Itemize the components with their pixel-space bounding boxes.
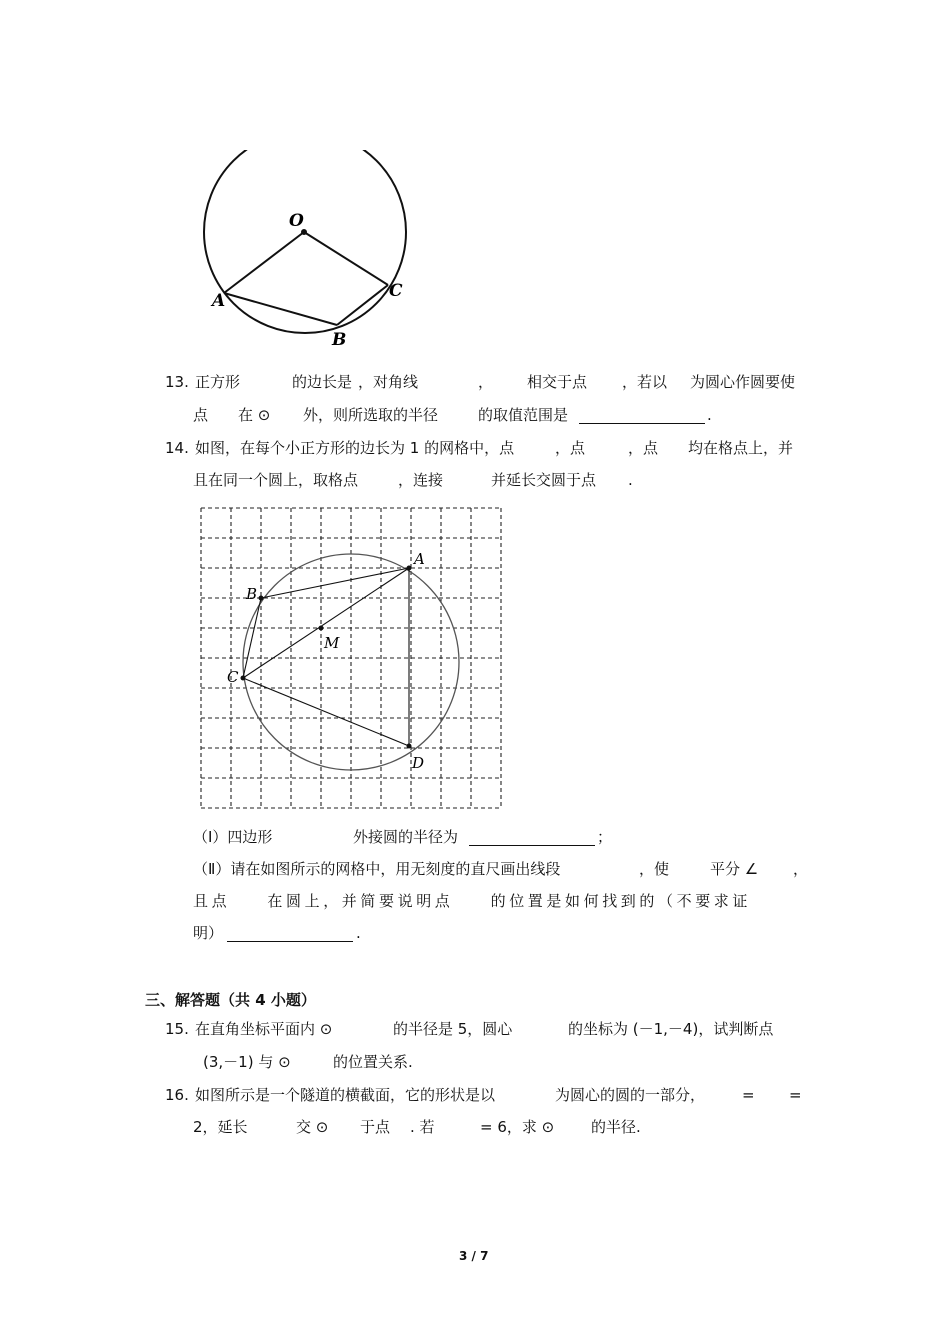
q14-text: 平分 ∠ [710,860,759,878]
q16-text: 交 ⊙ [296,1118,329,1136]
q13-text: . [707,406,712,424]
q13-text: 点 [193,406,209,424]
q13-text: ，对角线 [358,373,419,391]
q16-text: 于点 [360,1118,391,1136]
q14-part2-answer-blank[interactable] [227,925,353,942]
q16-line1 [165,1085,802,1105]
grid-label-a: A [414,550,425,568]
grid-circle-figure [195,502,505,812]
q14-number: 14. [165,439,189,457]
q13-number: 13. [165,373,189,391]
q16-number: 16. [165,1086,189,1104]
q14-text: ，点 [555,439,586,457]
q14-text: ， [793,860,809,878]
label-b: B [332,330,347,350]
q14-text: 且点 在圆上，并简要说明点 的位置是如何找到的（不要求证 [193,892,752,910]
q14-text: 并延长交圆于点 [491,471,597,489]
q14-text: （Ⅰ）四边形 [193,828,273,846]
q16-text: 的半径. [591,1118,641,1136]
page-number: 3 / 7 [459,1249,489,1263]
grid-label-b: B [246,585,258,603]
q13-text: 相交于点 [527,373,588,391]
label-c: C [389,281,403,301]
q14-part1-answer-blank[interactable] [469,829,595,846]
q14-text: . [628,471,633,489]
q14-text: 明） [193,924,224,942]
q16-text: = 6，求 ⊙ [480,1118,555,1136]
q14-text: 如图，在每个小正方形的边长为 1 的网格中，点 [195,439,515,457]
q14-text: . [356,924,361,942]
q14-text: ，使 [639,860,670,878]
q14-text: 且在同一个圆上，取格点 [193,471,359,489]
q13-text: 的边长是 [292,373,353,391]
q16-text: 2，延长 [193,1118,248,1136]
q16-text: = [742,1086,755,1104]
label-o: O [289,211,304,231]
q16-text: 为圆心的圆的一部分， [555,1086,706,1104]
circle-figure-oabc [195,150,420,355]
grid-label-d: D [412,754,425,772]
q15-text: 在直角坐标平面内 ⊙ [195,1020,333,1038]
label-a: A [212,291,226,311]
q15-line1 [165,1019,774,1039]
q14-text: ，连接 [398,471,444,489]
q13-answer-blank[interactable] [579,407,705,424]
q16-text: 如图所示是一个隧道的横截面，它的形状是以 [195,1086,496,1104]
q13-text: 为圆心作圆要使 [690,373,796,391]
q13-text: 外，则所选取的半径 [303,406,439,424]
grid-label-m: M [324,634,340,652]
q13-text: ， [478,373,494,391]
q13-text: 在 ⊙ [238,406,271,424]
q16-text: = [789,1086,802,1104]
q14-text: ，点 [628,439,659,457]
q16-text: . 若 [410,1118,435,1136]
q13-line1 [165,372,796,392]
q13-text: 的取值范围是 [478,406,569,424]
q14-text: 均在格点上，并 [688,439,794,457]
q15-text: 的半径是 5，圆心 [393,1020,513,1038]
grid-label-c: C [227,668,239,686]
q15-text: (3,－1) 与 ⊙ [203,1053,291,1071]
q14-text: （Ⅱ）请在如图所示的网格中，用无刻度的直尺画出线段 [193,860,561,878]
q14-text: ； [597,828,613,846]
q15-text: 的位置关系. [333,1053,413,1071]
q14-text: 外接圆的半径为 [353,828,459,846]
q13-text: 正方形 [195,373,241,391]
q14-line1 [165,438,794,458]
q14-part2-line2 [193,891,751,911]
q15-number: 15. [165,1020,189,1038]
q13-text: ，若以 [622,373,668,391]
q15-text: 的坐标为 (－1,－4)，试判断点 [568,1020,774,1038]
section3-title: 三、解答题（共 4 小题） [145,991,316,1009]
